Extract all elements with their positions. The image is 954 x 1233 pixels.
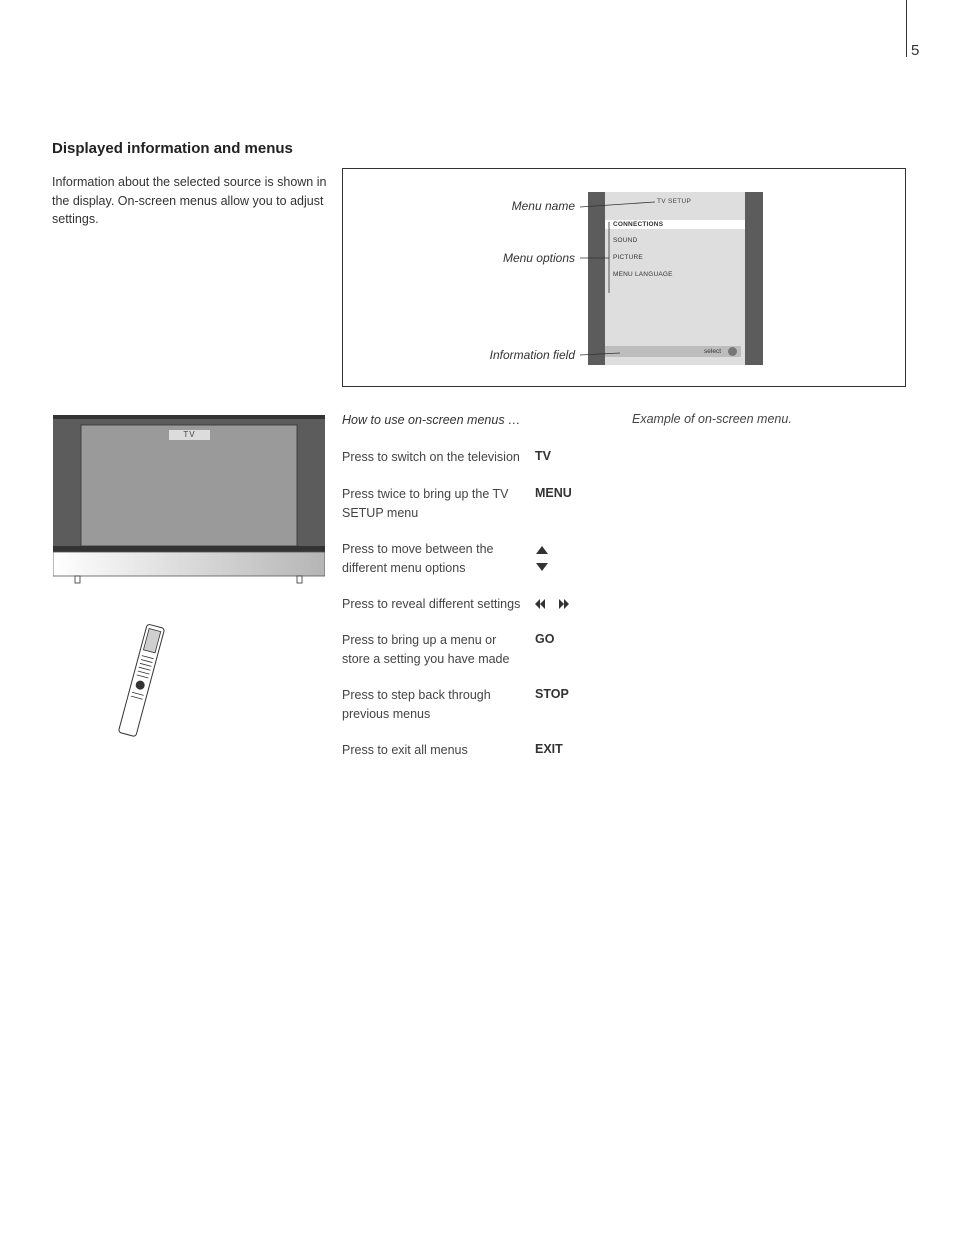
menu-option: CONNECTIONS xyxy=(613,221,664,228)
television-illustration xyxy=(53,415,325,585)
callout-menu-name: Menu name xyxy=(511,199,575,213)
stop-key: STOP xyxy=(535,687,569,701)
callout-menu-options: Menu options xyxy=(502,251,575,265)
fast-forward-icon xyxy=(559,599,569,609)
instruction-step: Press twice to bring up the TV SETUP menu xyxy=(342,487,509,520)
arrow-down-icon xyxy=(536,563,548,571)
rewind-forward-icons xyxy=(534,598,570,610)
section-title: Displayed information and menus xyxy=(52,140,293,157)
instruction-step: Press to move between the different menu options xyxy=(342,542,494,575)
menu-option: SOUND xyxy=(613,237,638,244)
information-field-text: select xyxy=(704,348,721,355)
instructions-heading: How to use on-screen menus … xyxy=(342,413,521,427)
menu-option: PICTURE xyxy=(613,254,643,261)
page-number: 5 xyxy=(911,42,920,59)
go-key: GO xyxy=(535,632,555,646)
onscreen-menu-title: TV SETUP xyxy=(657,198,692,205)
menu-key: MENU xyxy=(535,486,572,500)
tv-key: TV xyxy=(535,449,551,463)
callout-leader-lines xyxy=(0,0,954,400)
rewind-icon xyxy=(535,599,545,609)
arrow-up-icon xyxy=(536,546,548,554)
instruction-step: Press to step back through previous menus xyxy=(342,688,491,721)
exit-key: EXIT xyxy=(535,742,563,756)
instruction-step: Press to bring up a menu or store a setting you have made xyxy=(342,633,510,666)
up-down-arrow-icons xyxy=(535,545,549,573)
menu-example-caption: Example of on-screen menu. xyxy=(632,412,792,426)
tv-source-display: TV xyxy=(183,430,196,439)
menu-option: MENU LANGUAGE xyxy=(613,271,673,278)
remote-control-icon xyxy=(110,622,170,742)
instruction-step: Press to reveal different settings xyxy=(342,597,521,611)
callout-information-field: Information field xyxy=(489,348,575,362)
instruction-step: Press to switch on the television xyxy=(342,450,520,464)
intro-paragraph: Information about the selected source is shown in the display. On-screen menus allow you to adjust settings. xyxy=(52,175,327,226)
instruction-step: Press to exit all menus xyxy=(342,743,468,757)
